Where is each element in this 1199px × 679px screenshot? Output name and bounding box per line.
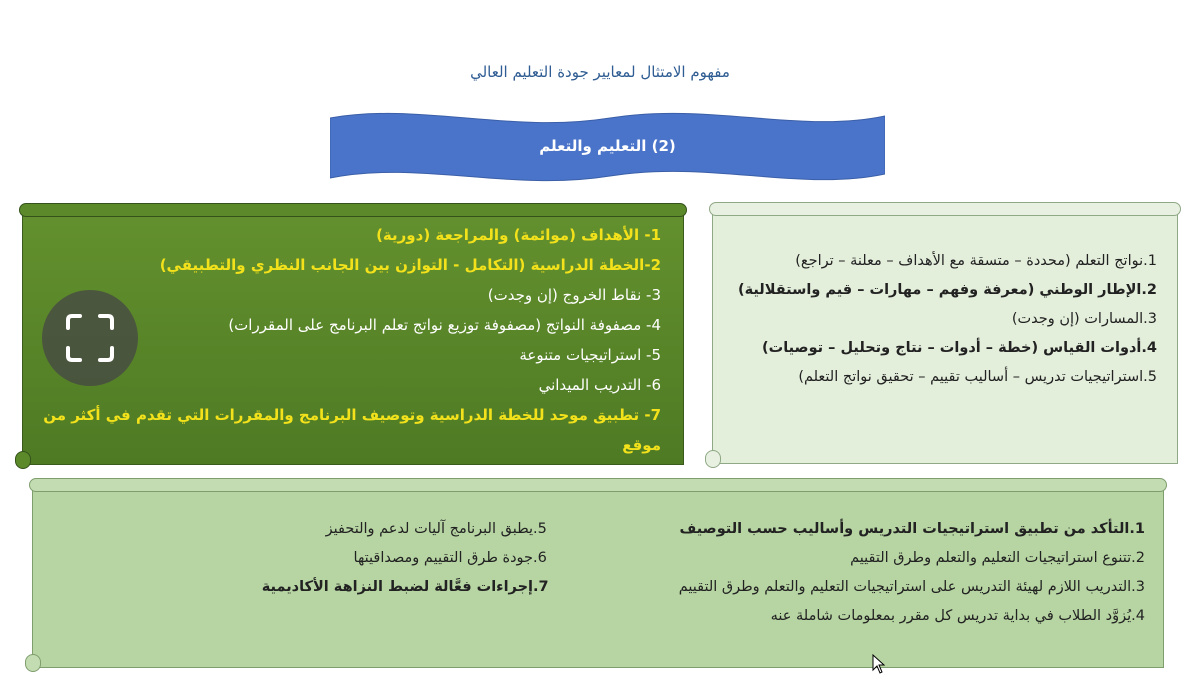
bottom-right-list bbox=[625, 515, 1145, 631]
dark-panel-item: 3- نقاط الخروج (إن وجدت) bbox=[487, 286, 661, 304]
page-title: مفهوم الامتثال لمعايير جودة التعليم العالي bbox=[470, 63, 730, 81]
dark-panel-item: 6- التدريب الميداني bbox=[538, 376, 661, 394]
right-panel-item: 4.أدوات القياس (خطة – أدوات – نتاج وتحليل – توصيات) bbox=[762, 340, 1157, 356]
right-panel-item: 5.استراتيجيات تدريس – أساليب تقييم – تحقيق نواتج التعلم) bbox=[798, 369, 1157, 385]
light-green-scroll-bottom bbox=[32, 482, 1164, 668]
scroll-curl-bottom bbox=[15, 451, 31, 469]
bottom-left-item bbox=[183, 544, 573, 573]
right-panel-list bbox=[727, 247, 1157, 392]
scroll-curl-top bbox=[709, 202, 1181, 216]
dark-panel-item: 1- الأهداف (موائمة) والمراجعة (دورية) bbox=[376, 226, 661, 244]
scroll-curl-top bbox=[19, 203, 687, 217]
bottom-left-text: يطبق البرنامج آليات لدعم والتحفيز bbox=[325, 521, 533, 537]
mouse-cursor-icon bbox=[872, 654, 886, 674]
scroll-curl-bottom bbox=[705, 450, 721, 468]
bottom-left-list bbox=[183, 515, 573, 602]
right-panel-item: 2.الإطار الوطني (معرفة وفهم – مهارات – قيم واستقلالية) bbox=[737, 282, 1157, 298]
scroll-curl-top bbox=[29, 478, 1167, 492]
dark-panel-item: 4- مصفوفة النواتج (مصفوفة توزيع نواتج تعلم البرنامج على المقررات) bbox=[228, 316, 661, 334]
fullscreen-button[interactable] bbox=[42, 290, 138, 386]
dark-panel-item: 2-الخطة الدراسية (التكامل - التوازن بين الجانب النظري والتطبيقي) bbox=[159, 256, 661, 274]
bottom-left-number: 7. bbox=[533, 579, 549, 595]
bottom-right-item: 1.التأكد من تطبيق استراتيجيات التدريس وأساليب حسب التوصيف bbox=[679, 521, 1145, 537]
banner-title: (2) التعليم والتعلم bbox=[539, 137, 676, 155]
bottom-left-text: إجراءات فعَّالة لضبط النزاهة الأكاديمية bbox=[261, 579, 533, 595]
bottom-right-item: 2.تتنوع استراتيجيات التعليم والتعلم وطرق التقييم bbox=[850, 550, 1145, 566]
bottom-left-item bbox=[183, 515, 573, 544]
right-panel-item: 1.نواتج التعلم (محددة – متسقة مع الأهداف – معلنة – تراجع) bbox=[795, 253, 1157, 269]
fullscreen-icon bbox=[64, 312, 116, 364]
bottom-left-number: 5. bbox=[533, 521, 547, 537]
bottom-left-text: جودة طرق التقييم ومصداقيتها bbox=[353, 550, 533, 566]
scroll-curl-bottom bbox=[25, 654, 41, 672]
bottom-right-item: 4.يُزوَّد الطلاب في بداية تدريس كل مقرر بمعلومات شاملة عنه bbox=[770, 608, 1145, 624]
bottom-right-item: 3.التدريب اللازم لهيئة التدريس على استراتيجيات التعليم والتعلم وطرق التقييم bbox=[678, 579, 1145, 595]
dark-panel-item: 7- تطبيق موحد للخطة الدراسية وتوصيف البرنامج والمقررات التي تقدم في أكثر من موقع bbox=[43, 406, 661, 454]
light-green-scroll-right bbox=[712, 206, 1178, 464]
dark-panel-item: 5- استراتيجيات متنوعة bbox=[519, 346, 661, 364]
bottom-left-number: 6. bbox=[533, 550, 547, 566]
right-panel-item: 3.المسارات (إن وجدت) bbox=[1011, 311, 1157, 327]
bottom-left-item bbox=[183, 573, 573, 602]
